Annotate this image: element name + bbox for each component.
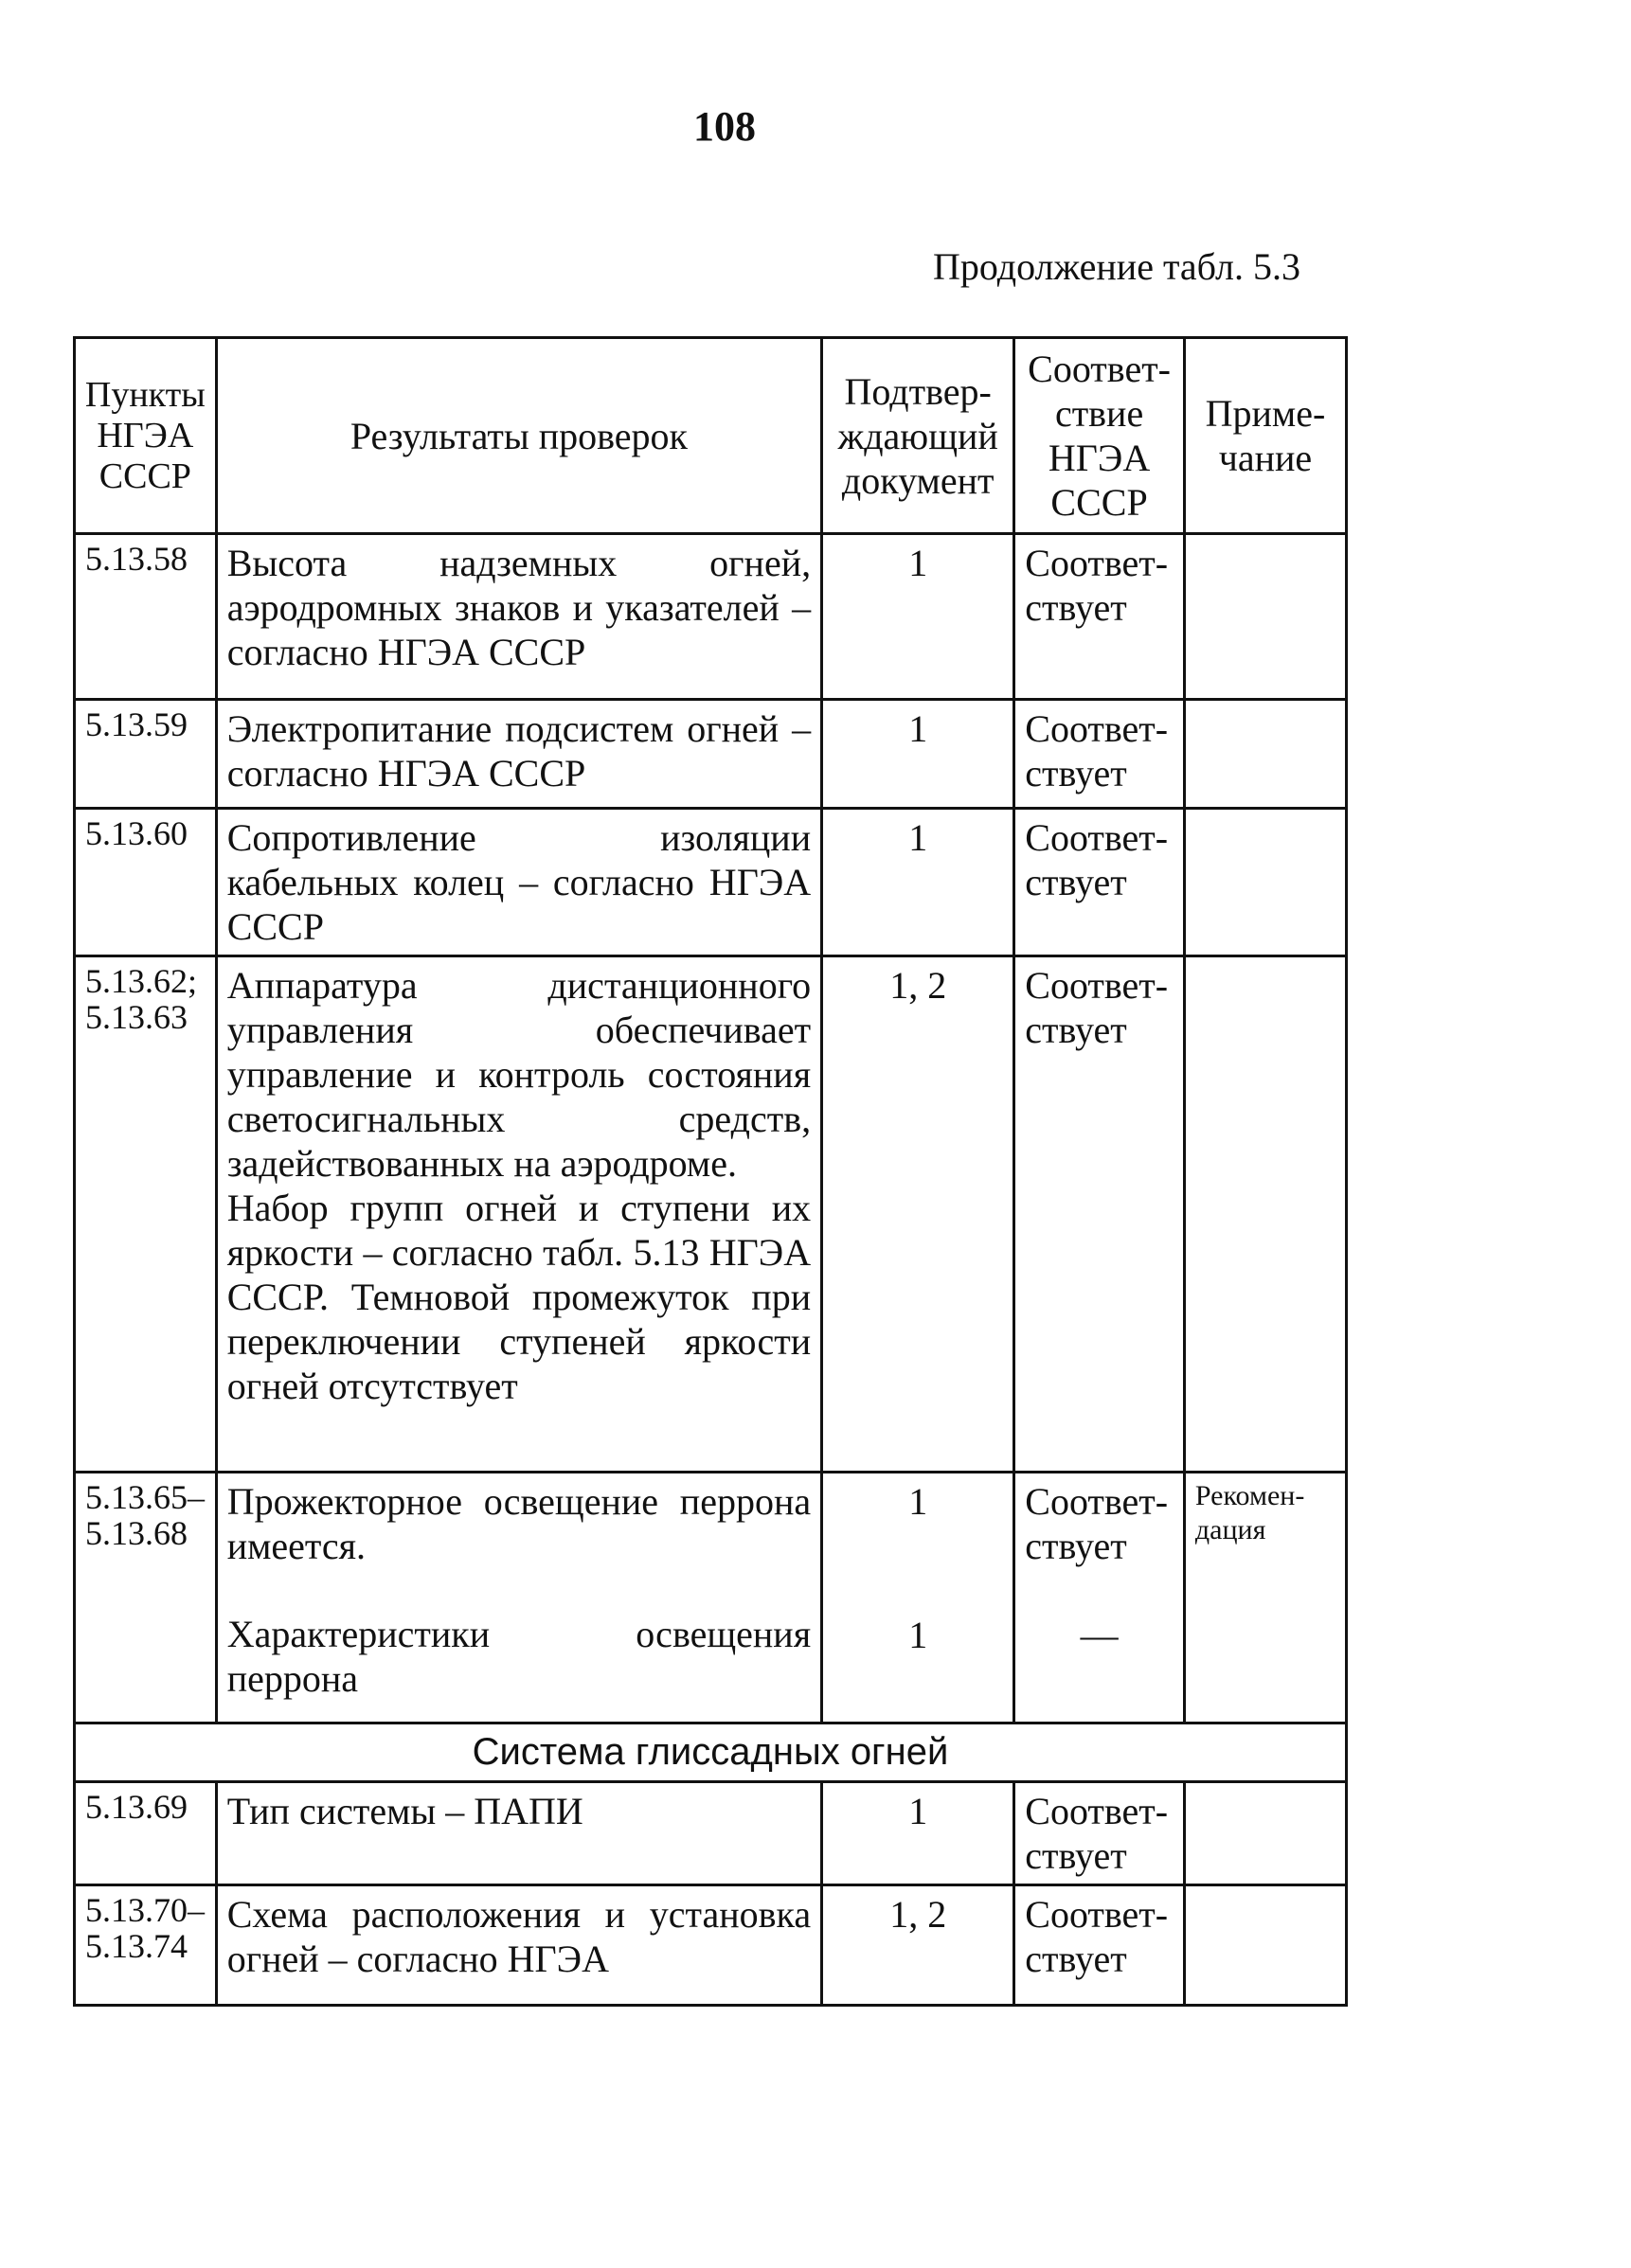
row-compliance: Соответ-ствует: [1014, 809, 1185, 956]
row-compliance: Соответ-ствует: [1014, 1782, 1185, 1885]
row-compliance-1: Соответ-ствует: [1025, 1480, 1169, 1567]
row-compliance: [1014, 1473, 1185, 1723]
row-doc-2: 1: [908, 1614, 928, 1656]
row-point: 5.13.60: [75, 809, 217, 956]
row-note: [1184, 809, 1346, 956]
table-header-row: [75, 338, 1347, 534]
row-result: [216, 956, 821, 1473]
row-note: [1184, 534, 1346, 700]
row-compliance-2: —: [1080, 1614, 1119, 1656]
table-continuation-caption: Продолжение табл. 5.3: [933, 245, 1300, 288]
row-compliance: Соответ-ствует: [1014, 700, 1185, 809]
section-header-row: [75, 1723, 1347, 1782]
table-row: [75, 1782, 1347, 1885]
table-row: [75, 700, 1347, 809]
row-result: Электропитание подсистем огней – согласно НГЭА СССР: [216, 700, 821, 809]
row-result: Тип системы – ПАПИ: [216, 1782, 821, 1885]
row-result-paragraph-2: Набор групп огней и ступени их яркости – согласно табл. 5.13 НГЭА СССР. Темновой промежуток при переключении ступеней яркости огней отсутствует: [226, 1187, 812, 1407]
row-note: Рекомен-дация: [1184, 1473, 1346, 1723]
row-note: [1184, 956, 1346, 1473]
row-result: [216, 1473, 821, 1723]
row-result: Схема расположения и установка огней – согласно НГЭА: [216, 1885, 821, 2006]
row-result-paragraph-1: Прожекторное освещение перрона имеется.: [226, 1480, 812, 1567]
row-result-paragraph-2: Характеристики освещения перрона: [226, 1613, 812, 1700]
row-note: [1184, 700, 1346, 809]
row-doc-1: 1: [908, 1480, 928, 1523]
header-compliance: Соответ-ствие НГЭА СССР: [1014, 338, 1185, 534]
page-number: 108: [693, 103, 756, 150]
row-point: 5.13.58: [75, 534, 217, 700]
row-note: [1184, 1885, 1346, 2006]
row-point: 5.13.65–5.13.68: [75, 1473, 217, 1723]
row-compliance: Соответ-ствует: [1014, 956, 1185, 1473]
row-doc: [822, 1473, 1014, 1723]
row-point: 5.13.70–5.13.74: [75, 1885, 217, 2006]
table-row: [75, 956, 1347, 1473]
header-point: Пункты НГЭА СССР: [75, 338, 217, 534]
table-row: [75, 1885, 1347, 2006]
row-doc: 1: [822, 809, 1014, 956]
row-point: 5.13.62; 5.13.63: [75, 956, 217, 1473]
row-note: [1184, 1782, 1346, 1885]
table-row: [75, 809, 1347, 956]
row-result: Высота надземных огней, аэродромных знаков и указателей – согласно НГЭА СССР: [216, 534, 821, 700]
row-doc: 1: [822, 534, 1014, 700]
row-compliance: Соответ-ствует: [1014, 534, 1185, 700]
section-title: Система глиссадных огней: [75, 1723, 1347, 1782]
row-compliance: Соответ-ствует: [1014, 1885, 1185, 2006]
compliance-table: [73, 336, 1348, 2007]
row-doc: 1, 2: [822, 956, 1014, 1473]
table-row: [75, 1473, 1347, 1723]
row-doc: 1, 2: [822, 1885, 1014, 2006]
row-doc: 1: [822, 700, 1014, 809]
row-point: 5.13.59: [75, 700, 217, 809]
row-doc: 1: [822, 1782, 1014, 1885]
header-result: Результаты проверок: [216, 338, 821, 534]
header-note: Приме-чание: [1184, 338, 1346, 534]
row-point: 5.13.69: [75, 1782, 217, 1885]
header-doc: Подтвер-ждающий документ: [822, 338, 1014, 534]
row-result-paragraph-1: Аппаратура дистанционного управления обеспечивает управление и контроль состояния светосигнальных средств, задействованных на аэродроме.: [226, 964, 812, 1185]
table-row: [75, 534, 1347, 700]
row-result: Сопротивление изоляции кабельных колец – согласно НГЭА СССР: [216, 809, 821, 956]
